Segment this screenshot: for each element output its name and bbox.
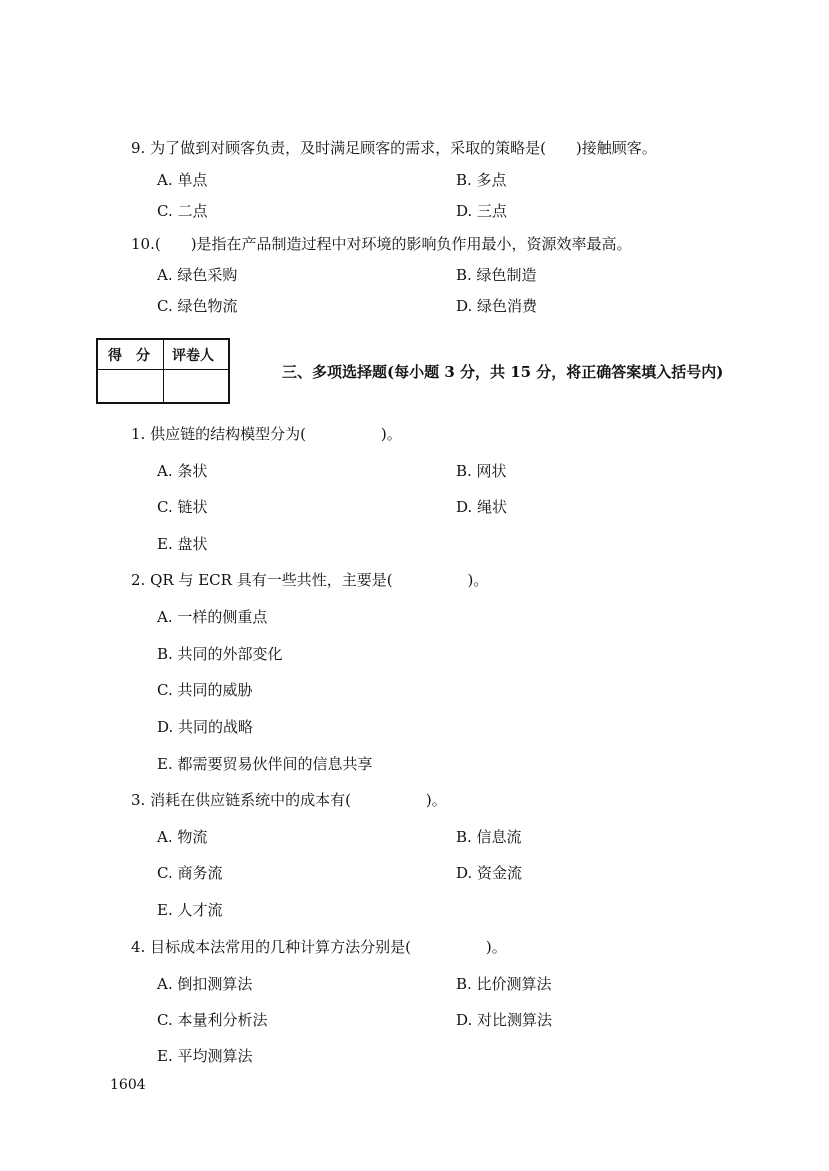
question-10-option-c: C. 绿色物流 bbox=[157, 297, 238, 315]
question-9-stem: 9. 为了做到对顾客负责，及时满足顾客的需求，采取的策略是( )接触顾客。 bbox=[131, 139, 657, 157]
mc-question-3-option-e: E. 人才流 bbox=[157, 901, 223, 919]
mc-question-3-option-a: A. 物流 bbox=[157, 828, 208, 846]
mc-question-2-option-c: C. 共同的威胁 bbox=[157, 681, 253, 699]
question-9-option-d: D. 三点 bbox=[456, 202, 508, 220]
mc-question-3-option-b: B. 信息流 bbox=[456, 828, 522, 846]
mc-question-2-option-a: A. 一样的侧重点 bbox=[157, 608, 268, 626]
mc-question-4-option-c: C. 本量利分析法 bbox=[157, 1011, 268, 1029]
question-10-option-b: B. 绿色制造 bbox=[456, 266, 537, 284]
mc-question-1-option-c: C. 链状 bbox=[157, 498, 208, 516]
score-table-divider-v bbox=[163, 340, 164, 402]
mc-question-3-option-d: D. 资金流 bbox=[456, 864, 523, 882]
mc-question-2-option-e: E. 都需要贸易伙伴间的信息共享 bbox=[157, 755, 373, 773]
mc-question-1-option-d: D. 绳状 bbox=[456, 498, 508, 516]
mc-question-2-option-b: B. 共同的外部变化 bbox=[157, 645, 283, 663]
mc-question-2-stem: 2. QR 与 ECR 具有一些共性，主要是( )。 bbox=[131, 571, 489, 589]
mc-question-1-option-a: A. 条状 bbox=[157, 462, 208, 480]
question-9-option-c: C. 二点 bbox=[157, 202, 208, 220]
grader-label: 评卷人 bbox=[172, 348, 214, 364]
question-9-option-a: A. 单点 bbox=[157, 171, 208, 189]
question-10-stem: 10.( )是指在产品制造过程中对环境的影响负作用最小，资源效率最高。 bbox=[131, 235, 632, 253]
mc-question-2-option-d: D. 共同的战略 bbox=[157, 718, 254, 736]
question-10-option-a: A. 绿色采购 bbox=[157, 266, 238, 284]
mc-question-1-stem: 1. 供应链的结构模型分为( )。 bbox=[131, 425, 402, 443]
mc-question-4-stem: 4. 目标成本法常用的几种计算方法分别是( )。 bbox=[131, 938, 507, 956]
question-10-option-d: D. 绿色消费 bbox=[456, 297, 538, 315]
question-9-option-b: B. 多点 bbox=[456, 171, 507, 189]
mc-question-4-option-a: A. 倒扣测算法 bbox=[157, 975, 253, 993]
mc-question-4-option-e: E. 平均测算法 bbox=[157, 1047, 253, 1065]
page-number: 1604 bbox=[110, 1077, 146, 1093]
mc-question-3-option-c: C. 商务流 bbox=[157, 864, 223, 882]
mc-question-4-option-b: B. 比价测算法 bbox=[456, 975, 552, 993]
mc-question-1-option-e: E. 盘状 bbox=[157, 535, 208, 553]
mc-question-1-option-b: B. 网状 bbox=[456, 462, 507, 480]
section-3-title: 三、多项选择题(每小题 3 分，共 15 分，将正确答案填入括号内) bbox=[282, 363, 724, 381]
mc-question-3-stem: 3. 消耗在供应链系统中的成本有( )。 bbox=[131, 791, 447, 809]
mc-question-4-option-d: D. 对比测算法 bbox=[456, 1011, 553, 1029]
score-table bbox=[96, 338, 230, 404]
score-label: 得 分 bbox=[108, 348, 150, 364]
